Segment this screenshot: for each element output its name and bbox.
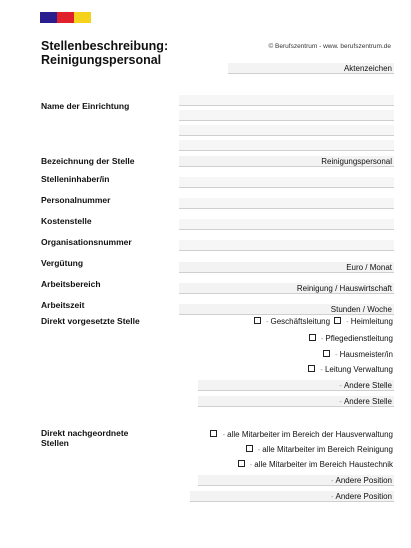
einrichtung-field-1[interactable] xyxy=(179,95,394,106)
nachgeordnete-row-1: - alle Mitarbeiter im Bereich der Hausverwaltung xyxy=(206,429,393,440)
nachgeordnete-label xyxy=(41,428,128,448)
andere-position-field-1[interactable]: - Andere Position xyxy=(198,475,394,486)
vorgesetzte-row-1: - Geschäftsleitung - Heimleitung xyxy=(250,316,393,327)
vorgesetzte-row-3: - Hausmeister/in xyxy=(319,349,393,360)
page-title xyxy=(41,39,168,67)
checkbox-hausmeister[interactable] xyxy=(323,350,330,357)
nachgeordnete-row-3: - alle Mitarbeiter im Bereich Haustechnik xyxy=(234,459,393,470)
stelleninhaber-field[interactable] xyxy=(179,177,394,188)
arbeitszeit-value: Stunden / Woche xyxy=(330,305,392,314)
option-reinigung: alle Mitarbeiter im Bereich Reinigung xyxy=(262,445,393,454)
checkbox-leitung-verwaltung[interactable] xyxy=(308,365,315,372)
verguetung-field[interactable] xyxy=(179,262,394,273)
organisationsnummer-field[interactable] xyxy=(179,240,394,251)
title-line-2: Reinigungspersonal xyxy=(41,53,162,67)
andere-stelle-2: Andere Stelle xyxy=(343,397,392,406)
arbeitsbereich-field[interactable] xyxy=(179,283,394,294)
arbeitsbereich-value: Reinigung / Hauswirtschaft xyxy=(296,284,392,293)
arbeitszeit-label: Arbeitszeit xyxy=(41,300,85,310)
personalnummer-label: Personalnummer xyxy=(41,195,111,205)
logo-blue-block xyxy=(40,12,57,23)
bezeichnung-value: Reinigungspersonal xyxy=(321,157,392,166)
title-line-1: Stellenbeschreibung: xyxy=(41,39,169,53)
andere-position-2: Andere Position xyxy=(335,492,392,501)
option-pflegedienstleitung: Pflegedienstleitung xyxy=(325,334,393,343)
verguetung-label: Vergütung xyxy=(41,258,84,268)
bezeichnung-field[interactable] xyxy=(179,156,394,167)
nachgeordnete-row-2: - alle Mitarbeiter im Bereich Reinigung xyxy=(242,444,393,455)
andere-stelle-field-2[interactable]: - Andere Stelle xyxy=(198,396,394,407)
vorgesetzte-row-4: - Leitung Verwaltung xyxy=(304,364,393,375)
option-leitung-verwaltung: Leitung Verwaltung xyxy=(324,365,393,374)
checkbox-reinigung[interactable] xyxy=(246,445,253,452)
andere-position-1: Andere Position xyxy=(335,476,392,485)
logo-yellow-block xyxy=(74,12,91,23)
verguetung-value: Euro / Monat xyxy=(346,263,392,272)
option-geschaeftsleitung: Geschäftsleitung xyxy=(270,317,331,326)
arbeitszeit-field[interactable] xyxy=(179,304,394,315)
organisationsnummer-label: Organisationsnummer xyxy=(41,237,132,247)
aktenzeichen-field[interactable] xyxy=(228,63,394,74)
vorgesetzte-row-2: - Pflegedienstleitung xyxy=(305,333,393,344)
nachgeordnete-label-line-1: Direkt nachgeordnete xyxy=(41,428,129,438)
bezeichnung-label: Bezeichnung der Stelle xyxy=(41,156,135,166)
copyright-notice: © Berufszentrum - www. berufszentrum.de xyxy=(268,43,391,50)
aktenzeichen-label: Aktenzeichen xyxy=(343,64,392,73)
andere-stelle-field-1[interactable]: - Andere Stelle xyxy=(198,380,394,391)
nachgeordnete-label-line-2: Stellen xyxy=(41,438,69,448)
kostenstelle-label: Kostenstelle xyxy=(41,216,92,226)
kostenstelle-field[interactable] xyxy=(179,219,394,230)
einrichtung-field-3[interactable] xyxy=(179,125,394,136)
checkbox-heimleitung[interactable] xyxy=(334,317,341,324)
andere-stelle-1: Andere Stelle xyxy=(343,381,392,390)
arbeitsbereich-label: Arbeitsbereich xyxy=(41,279,101,289)
andere-position-field-2[interactable]: - Andere Position xyxy=(190,491,394,502)
checkbox-haustechnik[interactable] xyxy=(238,460,245,467)
checkbox-hausverwaltung[interactable] xyxy=(210,430,217,437)
einrichtung-label: Name der Einrichtung xyxy=(41,101,130,111)
checkbox-geschaeftsleitung[interactable] xyxy=(254,317,261,324)
stelleninhaber-label: Stelleninhaber/in xyxy=(41,174,110,184)
option-haustechnik: alle Mitarbeiter im Bereich Haustechnik xyxy=(254,460,393,469)
option-hausverwaltung: alle Mitarbeiter im Bereich der Hausverwaltung xyxy=(227,430,393,439)
einrichtung-field-2[interactable] xyxy=(179,110,394,121)
checkbox-pflegedienstleitung[interactable] xyxy=(309,334,316,341)
logo-red-block xyxy=(57,12,74,23)
personalnummer-field[interactable] xyxy=(179,198,394,209)
option-heimleitung: Heimleitung xyxy=(350,317,393,326)
einrichtung-field-4[interactable] xyxy=(179,140,394,151)
option-hausmeister: Hausmeister/in xyxy=(339,350,393,359)
vorgesetzte-label: Direkt vorgesetzte Stelle xyxy=(41,316,140,326)
